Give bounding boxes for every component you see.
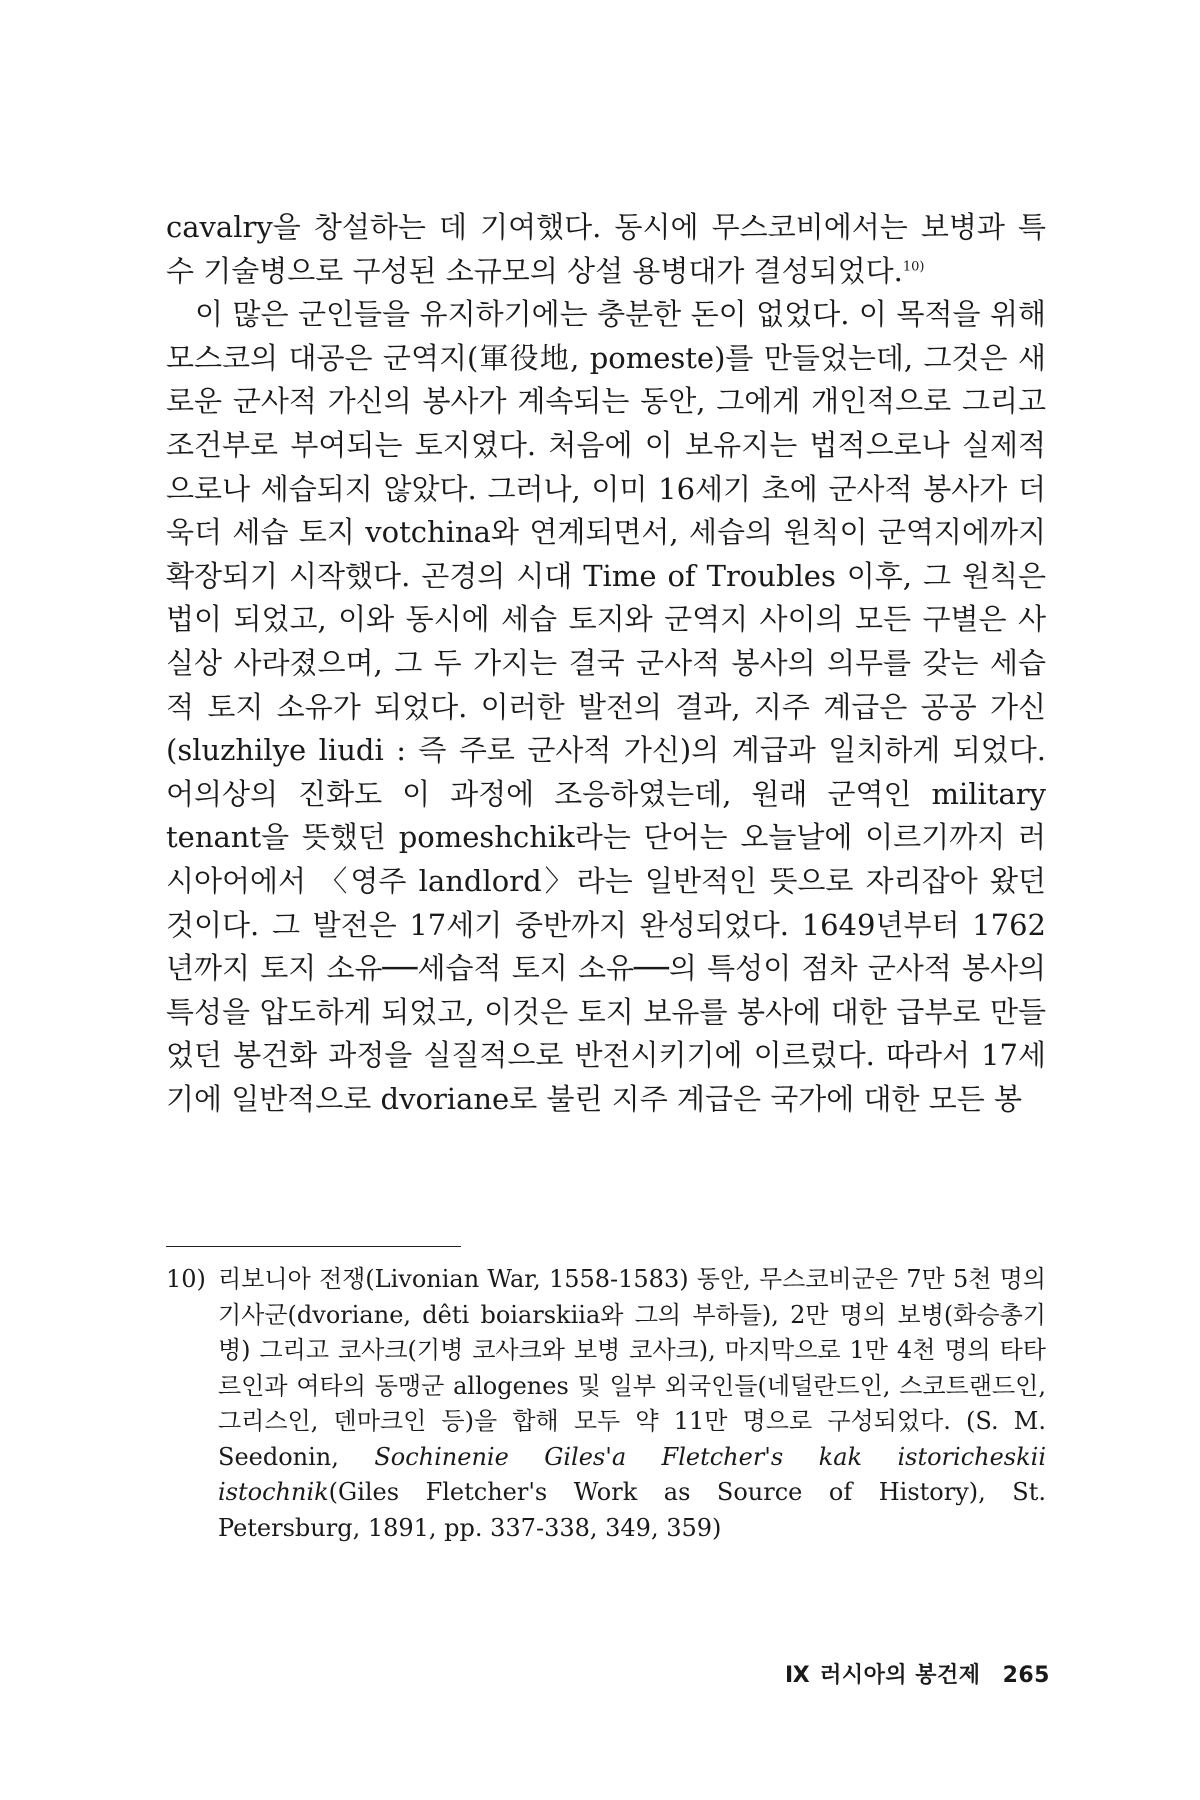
chapter-title: 러시아의 봉건제 bbox=[820, 1663, 981, 1688]
running-footer bbox=[775, 1658, 1050, 1689]
paragraph-2: 이 많은 군인들을 유지하기에는 충분한 돈이 없었다. 이 목적을 위해 모스코의 대공은 군역지(軍役地, pomeste)를 만들었는데, 그것은 새로운 군사적 가신의 봉사가 계속되는 동안, 그에게 개인적으로 그리고 조건부로 부여되는 토지였다. 처음에 이 보유지는 법적으로나 실제적으로나 세습되지 않았다. 그러나, 이미 16세기 초에 군사적 봉사가 더욱더 세습 토지 votchina와 연계되면서, 세습의 원칙이 군역지에까지 확장되기 시작했다. 곤경의 시대 Time of Troubles 이후, 그 원칙은 법이 되었고, 이와 동시에 세습 토지와 군역지 사이의 모든 구별은 사실상 사라졌으며, 그 두 가지는 결국 군사적 봉사의 의무를 갖는 세습적 토지 소유가 되었다. 이러한 발전의 결과, 지주 계급은 공공 가신(sluzhilye liudi : 즉 주로 군사적 가신)의 계급과 일치하게 되었다. 어의상의 진화도 이 과정에 조응하였는데, 원래 군역인 military tenant을 뜻했던 pomeshchik라는 단어는 오늘날에 이르기까지 러시아어에서 〈영주 landlord〉라는 일반적인 뜻으로 자리잡아 왔던 것이다. 그 발전은 17세기 중반까지 완성되었다. 1649년부터 1762년까지 토지 소유──세습적 토지 소유──의 특성이 점차 군사적 봉사의 특성을 압도하게 되었고, 이것은 토지 보유를 봉사에 대한 급부로 만들었던 봉건화 과정을 실질적으로 반전시키기에 이르렀다. 따라서 17세기에 일반적으로 dvoriane로 불린 지주 계급은 국가에 대한 모든 봉 bbox=[166, 297, 1046, 1116]
page-number: 265 bbox=[1002, 1663, 1050, 1688]
footnote-number: 10) bbox=[166, 1265, 206, 1293]
paragraph-1 bbox=[166, 206, 1046, 293]
footnote-book-title: Sochinenie Giles'a Fletcher's kak istoricheskii istochnik bbox=[218, 1442, 1047, 1506]
paragraph-1-text: cavalry을 창설하는 데 기여했다. 동시에 무스코비에서는 보병과 특수 기술병으로 구성된 소규모의 상설 용병대가 결성되었다. bbox=[166, 210, 1046, 288]
footnote-text-part-a: 리보니아 전쟁(Livonian War, 1558-1583) 동안, 무스코비군은 7만 5천 명의 기사군(dvoriane, dêti boiarskiia와 그의 부하들), 2만 명의 보병(화승총기병) 그리고 코사크(기병 코사크와 보병 코사크), 마지막으로 1만 4천 명의 타타르인과 여타의 동맹군 allogenes 및 일부 외국인들(네덜란드인, 스코트랜드인, 그리스인, 덴마크인 등)을 합해 모두 약 11만 명으로 구성되었다. (S. M. Seedonin, bbox=[218, 1265, 1046, 1471]
footnote-reference: 10) bbox=[902, 258, 925, 274]
body-text bbox=[166, 206, 1046, 1121]
footnote-text-part-b: (Giles Fletcher's Work as Source of History), St. Petersburg, 1891, pp. 337-338, 349, 359) bbox=[218, 1478, 1046, 1542]
chapter-number: Ⅸ bbox=[784, 1663, 811, 1688]
footnote bbox=[166, 1262, 1046, 1546]
footnote-divider bbox=[166, 1246, 461, 1247]
footnote-text bbox=[218, 1262, 1046, 1546]
